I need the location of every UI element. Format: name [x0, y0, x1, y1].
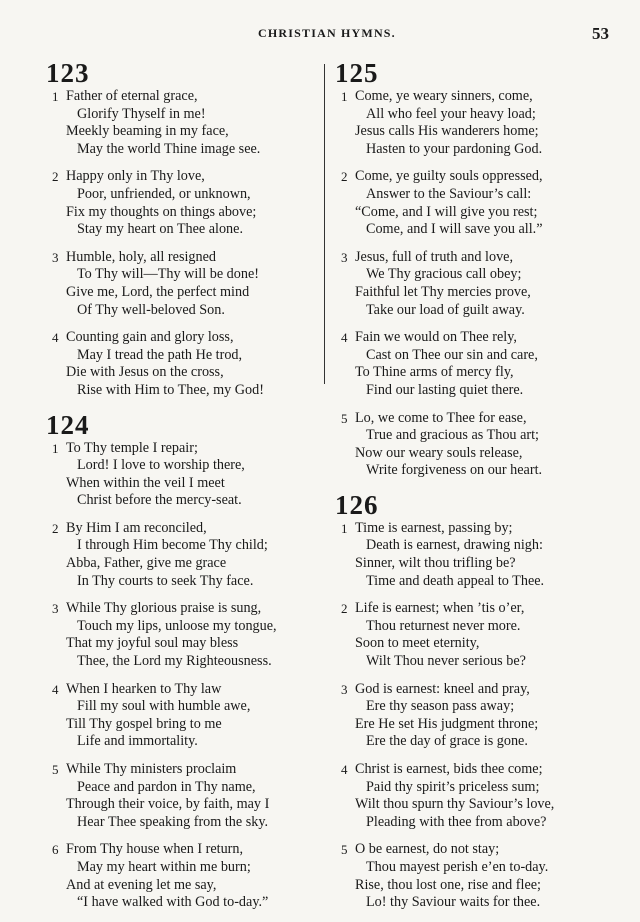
verse-line: Come, and I will save you all.”: [366, 221, 543, 238]
stanza-number: 5: [341, 842, 348, 858]
verse-line: To Thy will—Thy will be done!: [77, 266, 259, 283]
stanza-number: 3: [52, 249, 59, 265]
verse-line: Abba, Father, give me grace: [66, 555, 227, 572]
verse-line: Thou mayest perish e’en to-day.: [366, 858, 549, 875]
verse-line: Till Thy gospel bring to me: [66, 715, 222, 732]
stanza-number: 2: [341, 601, 348, 617]
verse-line: Find our lasting quiet there.: [366, 381, 524, 398]
verse-line: Father of eternal grace,: [66, 88, 198, 104]
verse-line: Cast on Thee our sin and care,: [366, 346, 538, 363]
stanza: [46, 168, 326, 238]
stanza: [46, 88, 326, 158]
verse-line: Die with Jesus on the cross,: [66, 364, 224, 381]
hymn-number: 125: [335, 58, 379, 88]
stanza: [46, 520, 326, 590]
verse-line: And at evening let me say,: [66, 876, 217, 893]
stanza: [46, 440, 326, 510]
stanza: [335, 88, 620, 158]
stanza: [46, 681, 326, 751]
verse-line: Come, ye weary sinners, come,: [355, 88, 533, 104]
verse-line: While Thy ministers proclaim: [66, 761, 237, 777]
verse-line: Lo! thy Saviour waits for thee.: [366, 894, 541, 911]
verse-line: Fix my thoughts on things above;: [66, 203, 257, 220]
verse-line: O be earnest, do not stay;: [355, 841, 500, 858]
verse-line: Hear Thee speaking from the sky.: [77, 813, 269, 830]
verse-line: Hasten to your pardoning God.: [366, 140, 543, 157]
verse-line: Thee, the Lord my Righteousness.: [77, 653, 272, 670]
verse-line: From Thy house when I return,: [66, 841, 244, 858]
verse-line: Now our weary souls release,: [355, 444, 523, 461]
verse-line: Counting gain and glory loss,: [66, 329, 234, 346]
stanza-number: 6: [52, 842, 59, 858]
verse-line: Sinner, wilt thou trifling be?: [355, 555, 516, 572]
stanza: [335, 329, 620, 399]
stanza: [335, 520, 620, 590]
right-column: [335, 58, 620, 922]
verse-line: Christ before the mercy-seat.: [77, 492, 242, 509]
verse-line: To Thine arms of mercy fly,: [355, 364, 514, 381]
verse-line: Answer to the Saviour’s call:: [366, 185, 532, 202]
verse-line: God is earnest: kneel and pray,: [355, 680, 530, 697]
stanza: [46, 761, 326, 831]
verse-line: May my heart within me burn;: [77, 858, 251, 875]
verse-line: When I hearken to Thy law: [66, 680, 222, 697]
stanza-number: 5: [52, 762, 59, 777]
verse-line: Glorify Thyself in me!: [77, 105, 206, 122]
verse-line: All who feel your heavy load;: [366, 105, 536, 122]
stanza-number: 2: [341, 169, 348, 185]
stanza-number: 1: [52, 89, 59, 104]
page-number: 53: [592, 24, 609, 43]
verse-line: In Thy courts to seek Thy face.: [77, 572, 254, 589]
stanza-number: 3: [341, 249, 348, 265]
verse-line: Stay my heart on Thee alone.: [77, 221, 243, 238]
verse-line: Paid thy spirit’s priceless sum;: [366, 778, 540, 795]
verse-line: Death is earnest, drawing nigh:: [366, 537, 543, 554]
verse-line: Touch my lips, unloose my tongue,: [77, 617, 277, 634]
stanza: [335, 168, 620, 238]
verse-line: Happy only in Thy love,: [66, 168, 205, 185]
stanza: [335, 681, 620, 751]
verse-line: Rise with Him to Thee, my God!: [77, 381, 264, 398]
hymn-125: [335, 58, 620, 480]
verse-line: Life and immortality.: [77, 733, 198, 750]
verse-line: Meekly beaming in my face,: [66, 123, 229, 140]
stanza-number: 1: [52, 440, 59, 456]
stanza: [335, 600, 620, 670]
verse-line: Life is earnest; when ’tis o’er,: [355, 600, 525, 617]
verse-line: May the world Thine image see.: [77, 140, 261, 157]
verse-line: Jesus calls His wanderers home;: [355, 123, 539, 140]
verse-line: Through their voice, by faith, may I: [66, 796, 270, 813]
verse-line: Wilt thou spurn thy Saviour’s love,: [355, 796, 555, 813]
stanza-number: 1: [341, 520, 348, 536]
verse-line: Ere the day of grace is gone.: [366, 733, 528, 750]
hymn-number: 124: [46, 409, 90, 440]
stanza-number: 2: [52, 169, 59, 185]
verse-line: Peace and pardon in Thy name,: [77, 778, 256, 795]
hymn-126: [335, 490, 620, 912]
stanza: [335, 249, 620, 319]
verse-line: Poor, unfriended, or unknown,: [77, 185, 251, 202]
verse-line: That my joyful soul may bless: [66, 635, 239, 652]
stanza: [46, 841, 326, 911]
verse-line: Lo, we come to Thee for ease,: [355, 409, 527, 426]
verse-line: When within the veil I meet: [66, 474, 225, 491]
stanza-number: 4: [341, 330, 348, 346]
verse-line: “I have walked with God to-day.”: [77, 894, 269, 911]
stanza-number: 5: [341, 410, 348, 426]
verse-line: By Him I am reconciled,: [66, 519, 207, 536]
verse-line: “Come, and I will give you rest;: [355, 203, 538, 220]
verse-line: Thou returnest never more.: [366, 617, 521, 634]
verse-line: Wilt Thou never serious be?: [366, 653, 526, 670]
verse-line: Time and death appeal to Thee.: [366, 572, 545, 589]
verse-line: Take our load of guilt away.: [366, 301, 525, 318]
verse-line: Soon to meet eternity,: [355, 635, 480, 652]
verse-line: While Thy glorious praise is sung,: [66, 600, 262, 617]
verse-line: To Thy temple I repair;: [66, 439, 198, 456]
stanza: [46, 329, 326, 399]
verse-line: Lord! I love to worship there,: [77, 457, 245, 474]
stanza: [335, 841, 620, 911]
verse-line: Ere thy season pass away;: [366, 698, 515, 715]
verse-line: Christ is earnest, bids thee come;: [355, 761, 543, 777]
verse-line: Of Thy well-beloved Son.: [77, 301, 225, 318]
hymn-number: 126: [335, 489, 379, 520]
stanza: [335, 761, 620, 831]
verse-line: Humble, holy, all resigned: [66, 248, 216, 265]
verse-line: Fill my soul with humble awe,: [77, 698, 251, 715]
stanza: [46, 249, 326, 319]
verse-line: Faithful let Thy mercies prove,: [355, 283, 531, 300]
verse-line: Rise, thou lost one, rise and flee;: [355, 876, 541, 893]
verse-line: Write forgiveness on our heart.: [366, 462, 543, 479]
stanza-number: 4: [341, 762, 348, 777]
verse-line: Pleading with thee from above?: [366, 813, 547, 830]
verse-line: Jesus, full of truth and love,: [355, 248, 514, 265]
verse-line: Fain we would on Thee rely,: [355, 329, 517, 346]
verse-line: True and gracious as Thou art;: [366, 427, 539, 444]
stanza-number: 2: [52, 520, 59, 536]
verse-line: Give me, Lord, the perfect mind: [66, 283, 250, 300]
left-column: [46, 58, 326, 922]
stanza: [46, 600, 326, 670]
page-header: [0, 24, 640, 44]
stanza: [335, 410, 620, 480]
hymn-number: 123: [46, 58, 90, 88]
stanza-number: 3: [341, 681, 348, 697]
running-title: CHRISTIAN HYMNS.: [258, 26, 396, 40]
verse-line: Come, ye guilty souls oppressed,: [355, 168, 543, 185]
hymn-124: [46, 410, 326, 912]
hymn-123: [46, 58, 326, 400]
verse-line: Ere He set His judgment throne;: [355, 715, 539, 732]
verse-line: May I tread the path He trod,: [77, 346, 243, 363]
stanza-number: 1: [341, 89, 348, 104]
verse-line: We Thy gracious call obey;: [366, 266, 522, 283]
verse-line: Time is earnest, passing by;: [355, 519, 513, 536]
stanza-number: 4: [52, 681, 59, 697]
verse-line: I through Him become Thy child;: [77, 537, 268, 554]
stanza-number: 4: [52, 330, 59, 346]
stanza-number: 3: [52, 601, 59, 617]
